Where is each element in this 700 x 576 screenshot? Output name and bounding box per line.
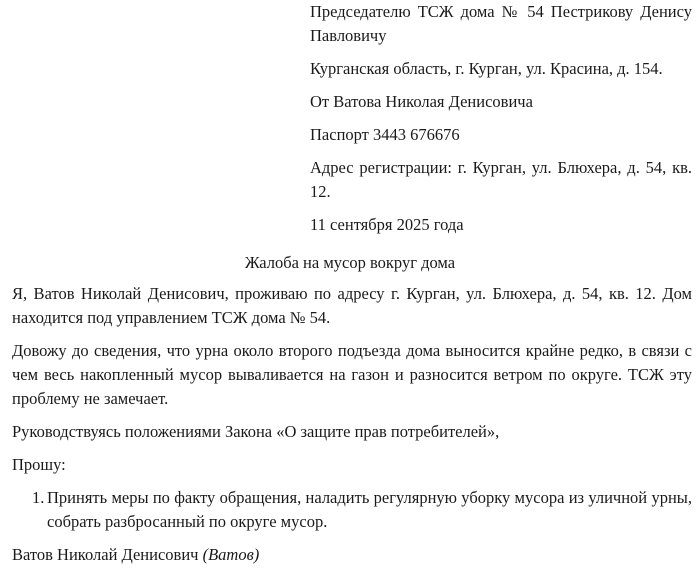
signature-name: Ватов Николай Денисович <box>12 545 199 564</box>
addressee-address: Курганская область, г. Курган, ул. Красина, д. 154. <box>310 59 663 78</box>
document-body <box>12 282 692 576</box>
list-item <box>12 486 692 534</box>
list-item-text: Принять меры по факту обращения, наладить регулярную уборку мусора из уличной урны, собрать разбросанный по округе мусор. <box>47 488 692 531</box>
list-item-number: 1. <box>32 488 45 507</box>
addressee-line: Председателю ТСЖ дома № 54 Пестрикову Денису Павловичу <box>310 2 692 45</box>
document-date: 11 сентября 2025 года <box>310 215 464 234</box>
legal-basis-paragraph: Руководствуясь положениями Закона «О защите прав потребителей», <box>12 422 500 441</box>
passport-line: Паспорт 3443 676676 <box>310 125 460 144</box>
complaint-paragraph: Довожу до сведения, что урна около второго подъезда дома выносится крайне редко, в связи с чем весь накопленный мусор вываливается на газон и разносится ветром по округе. ТСЖ эту проблему не замечает. <box>12 341 692 408</box>
signature-handwritten: (Ватов) <box>202 545 260 564</box>
addressee-block <box>310 0 692 246</box>
request-list <box>12 486 692 534</box>
document-title: Жалоба на мусор вокруг дома <box>244 253 456 272</box>
request-label: Прошу: <box>12 455 66 474</box>
sender-line: От Ватова Николая Денисовича <box>310 92 533 111</box>
registration-address: Адрес регистрации: г. Курган, ул. Блюхера, д. 54, кв. 12. <box>310 158 692 201</box>
intro-paragraph: Я, Ватов Николай Денисович, проживаю по адресу г. Курган, ул. Блюхера, д. 54, кв. 12. Дом находится под управлением ТСЖ дома № 54. <box>12 284 692 327</box>
